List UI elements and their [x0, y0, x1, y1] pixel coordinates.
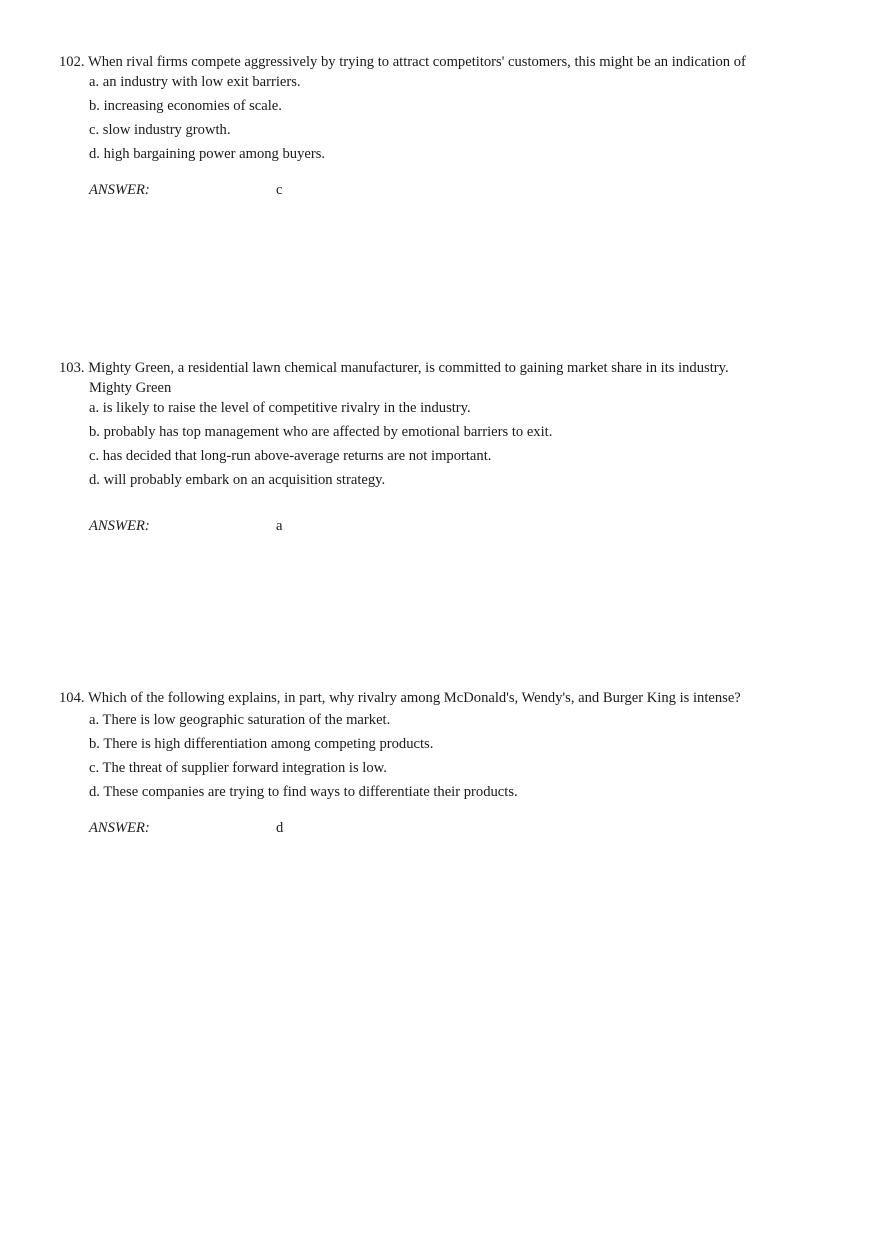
question-102 — [59, 52, 819, 200]
question-number: 102. — [59, 54, 85, 70]
option-d: d. will probably embark on an acquisition strategy. — [89, 472, 386, 488]
answer-value: a — [276, 518, 283, 534]
option-a: a. There is low geographic saturation of the market. — [89, 712, 391, 728]
option-a: a. an industry with low exit barriers. — [89, 74, 301, 90]
question-103 — [59, 358, 819, 536]
option-c: c. The threat of supplier forward integration is low. — [89, 760, 387, 776]
option-c: c. has decided that long-run above-average returns are not important. — [89, 448, 492, 464]
question-text: Which of the following explains, in part, why rivalry among McDonald's, Wendy's, and Burger King is intense? — [87, 690, 741, 706]
answer-label: ANSWER: — [89, 820, 150, 836]
options-list — [59, 70, 819, 166]
question-stem — [59, 688, 819, 708]
question-stem — [59, 358, 819, 398]
question-number: 103. — [59, 360, 85, 376]
option-a: a. is likely to raise the level of competitive rivalry in the industry. — [89, 400, 471, 416]
options-list — [59, 708, 819, 804]
question-text: When rival firms compete aggressively by trying to attract competitors' customers, this might be an indication of — [87, 54, 746, 70]
answer-value: c — [276, 182, 283, 198]
option-b: b. increasing economies of scale. — [89, 98, 282, 114]
answer-label: ANSWER: — [89, 518, 150, 534]
answer-row — [59, 180, 819, 200]
option-d: d. These companies are trying to find ways to differentiate their products. — [89, 784, 518, 800]
answer-value: d — [276, 820, 284, 836]
option-c: c. slow industry growth. — [89, 122, 231, 138]
question-stem — [59, 52, 819, 72]
options-list — [59, 396, 819, 492]
question-number: 104. — [59, 690, 85, 706]
option-d: d. high bargaining power among buyers. — [89, 146, 326, 162]
answer-row — [59, 516, 819, 536]
answer-label: ANSWER: — [89, 182, 150, 198]
question-text-continued: Mighty Green — [89, 380, 172, 396]
answer-row — [59, 818, 819, 838]
question-104 — [59, 688, 819, 838]
option-b: b. There is high differentiation among competing products. — [89, 736, 434, 752]
question-text: Mighty Green, a residential lawn chemical manufacturer, is committed to gaining market share in its industry. — [88, 360, 729, 376]
option-b: b. probably has top management who are affected by emotional barriers to exit. — [89, 424, 553, 440]
